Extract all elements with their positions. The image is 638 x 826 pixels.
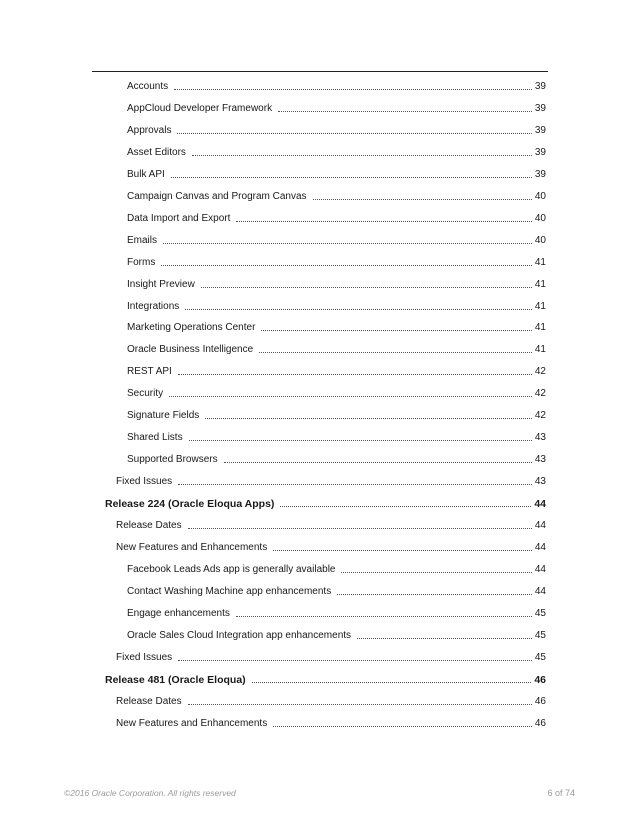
toc-entry[interactable]	[0, 231, 638, 247]
dot-leader	[169, 396, 532, 397]
toc-entry-page-number: 46	[534, 673, 546, 686]
dot-leader	[201, 287, 532, 288]
toc-entry-label: REST API	[127, 366, 172, 378]
toc-entry-label: Asset Editors	[127, 146, 186, 158]
toc-entry[interactable]	[0, 209, 638, 225]
toc-entry[interactable]	[0, 538, 638, 554]
dot-leader	[177, 133, 531, 134]
dot-leader	[163, 243, 532, 244]
toc-entry[interactable]	[0, 670, 638, 686]
dot-leader	[174, 89, 532, 90]
toc-entry-label: Data Import and Export	[127, 212, 231, 224]
toc-entry-page-number: 42	[534, 366, 546, 378]
toc-entry[interactable]	[0, 714, 638, 730]
toc-entry-page-number: 41	[534, 278, 546, 290]
toc-entry-page-number: 42	[534, 410, 546, 422]
toc-entry-page-number: 42	[534, 388, 546, 400]
toc-entry[interactable]	[0, 275, 638, 291]
toc-entry-page-number: 45	[534, 629, 546, 641]
toc-entry-page-number: 39	[534, 168, 546, 180]
toc-entry-page-number: 46	[534, 717, 546, 729]
dot-leader	[178, 660, 532, 661]
toc-entry-label: Emails	[127, 234, 158, 246]
toc-entry-label: Fixed Issues	[116, 651, 173, 663]
dot-leader	[278, 111, 532, 112]
toc-entry[interactable]	[0, 472, 638, 488]
dot-leader	[188, 704, 532, 705]
toc-entry-label: Supported Browsers	[127, 454, 218, 466]
toc-entry-page-number: 44	[534, 563, 546, 575]
dot-leader	[357, 638, 532, 639]
toc-entry-label: Forms	[127, 256, 156, 268]
toc-entry[interactable]	[0, 143, 638, 159]
toc-entry[interactable]	[0, 318, 638, 334]
toc-entry-page-number: 45	[534, 651, 546, 663]
toc-entry[interactable]	[0, 450, 638, 466]
dot-leader	[313, 199, 532, 200]
toc-entry-page-number: 44	[534, 520, 546, 531]
dot-leader	[178, 374, 532, 375]
toc-entry-page-number: 39	[534, 81, 546, 92]
toc-entry[interactable]	[0, 428, 638, 444]
toc-entry-page-number: 41	[534, 256, 546, 268]
toc-entry-page-number: 39	[534, 124, 546, 136]
toc-entry[interactable]	[0, 626, 638, 642]
dot-leader	[259, 352, 532, 353]
toc-entry-label: Bulk API	[127, 168, 165, 180]
toc-entry-label: AppCloud Developer Framework	[127, 102, 273, 114]
toc-entry-label: Signature Fields	[127, 410, 200, 422]
toc-entry-label: Release Dates	[116, 520, 182, 531]
toc-entry[interactable]	[0, 165, 638, 181]
toc-entry-label: Engage enhancements	[127, 607, 230, 619]
toc-entry-label: Marketing Operations Center	[127, 322, 256, 334]
toc-entry-label: Shared Lists	[127, 432, 183, 444]
toc-entry-page-number: 43	[534, 432, 546, 444]
toc-entry[interactable]	[0, 560, 638, 576]
footer-copyright: ©2016 Oracle Corporation. All rights reserved	[64, 788, 236, 798]
toc-entry-page-number: 41	[534, 322, 546, 334]
dot-leader	[341, 572, 531, 573]
dot-leader	[178, 484, 532, 485]
toc-entry-label: Oracle Business Intelligence	[127, 344, 254, 356]
toc-entry[interactable]	[0, 253, 638, 269]
toc-entry-page-number: 45	[534, 607, 546, 619]
toc-entry-label: Accounts	[127, 81, 169, 92]
dot-leader	[337, 594, 532, 595]
toc-entry-label: Campaign Canvas and Program Canvas	[127, 190, 307, 202]
dot-leader	[188, 528, 532, 529]
dot-leader	[185, 309, 532, 310]
dot-leader	[171, 177, 532, 178]
toc-entry[interactable]	[0, 604, 638, 620]
toc-entry-page-number: 40	[534, 212, 546, 224]
dot-leader	[273, 550, 532, 551]
dot-leader	[189, 440, 532, 441]
toc-entry-label: New Features and Enhancements	[116, 717, 268, 729]
toc-entry[interactable]	[0, 99, 638, 115]
toc-entry-page-number: 40	[534, 234, 546, 246]
toc-entry-page-number: 39	[534, 146, 546, 158]
toc-entry[interactable]	[0, 187, 638, 203]
toc-entry-label: Integrations	[127, 300, 180, 312]
dot-leader	[261, 330, 531, 331]
toc-entry[interactable]	[0, 516, 638, 532]
dot-leader	[205, 418, 532, 419]
dot-leader	[236, 221, 531, 222]
toc-entry[interactable]	[0, 340, 638, 356]
toc-entry-label: New Features and Enhancements	[116, 541, 268, 553]
toc-entry-label: Contact Washing Machine app enhancements	[127, 585, 332, 597]
toc-entry-label: Release Dates	[116, 695, 182, 707]
toc-entry-page-number: 46	[534, 695, 546, 707]
toc-entry[interactable]	[0, 406, 638, 422]
dot-leader	[252, 682, 532, 683]
toc-entry[interactable]	[0, 692, 638, 708]
toc-entry[interactable]	[0, 297, 638, 313]
dot-leader	[192, 155, 532, 156]
toc-entry-label: Approvals	[127, 124, 172, 136]
toc-entry[interactable]	[0, 362, 638, 378]
dot-leader	[236, 616, 532, 617]
toc-entry-page-number: 41	[534, 300, 546, 312]
dot-leader	[161, 265, 532, 266]
toc-entry-label: Fixed Issues	[116, 476, 173, 488]
toc-entry-label: Release 481 (Oracle Eloqua)	[105, 673, 246, 686]
dot-leader	[224, 462, 532, 463]
toc-entry-page-number: 40	[534, 190, 546, 202]
toc-entry-label: Facebook Leads Ads app is generally available	[127, 563, 336, 575]
toc-entry-page-number: 44	[534, 498, 546, 511]
toc-entry-label: Security	[127, 388, 164, 400]
toc-entry-page-number: 39	[534, 102, 546, 114]
toc-entry-label: Insight Preview	[127, 278, 195, 290]
toc-entry[interactable]	[0, 494, 638, 510]
toc-entry[interactable]	[0, 77, 638, 93]
toc-entry-label: Oracle Sales Cloud Integration app enhancements	[127, 629, 352, 641]
dot-leader	[280, 506, 531, 507]
toc-entry[interactable]	[0, 648, 638, 664]
toc-entry-page-number: 44	[534, 541, 546, 553]
toc-entry-page-number: 44	[534, 585, 546, 597]
toc-entry-label: Release 224 (Oracle Eloqua Apps)	[105, 498, 275, 511]
toc-entry-page-number: 43	[534, 454, 546, 466]
footer-page-indicator: 6 of 74	[547, 788, 575, 798]
toc-entry-page-number: 41	[534, 344, 546, 356]
header-rule	[92, 71, 548, 72]
toc-entry[interactable]	[0, 582, 638, 598]
toc-entry-page-number: 43	[534, 476, 546, 488]
toc-entry[interactable]	[0, 121, 638, 137]
dot-leader	[273, 726, 532, 727]
toc-entry[interactable]	[0, 384, 638, 400]
